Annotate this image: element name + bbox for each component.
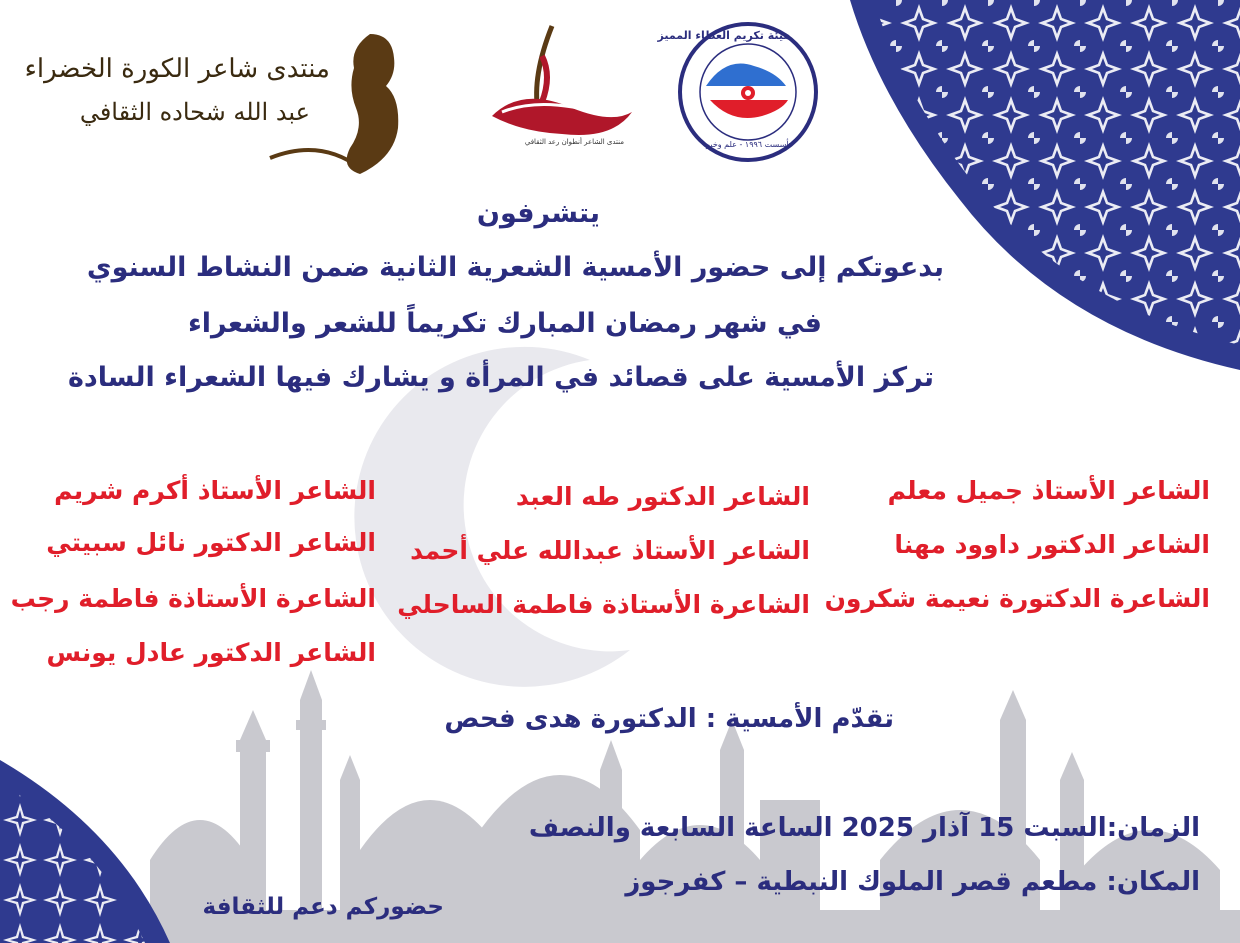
poet-middle-1: الشاعر الدكتور طه العبد	[515, 482, 810, 511]
poet-right-1: الشاعر الأستاذ جميل معلم	[887, 476, 1210, 505]
event-time: الزمان:السبت 15 آذار 2025 الساعة السابعة والنصف	[528, 813, 1200, 843]
invitation-line-1: يتشرفون	[476, 198, 600, 229]
seal-ring-text: هيئة تكريم العطاء المميز	[657, 29, 791, 42]
org-seal-logo	[657, 20, 821, 165]
poet-right-3: الشاعرة الدكتورة نعيمة شكرون	[824, 584, 1210, 613]
poet-left-4: الشاعر الدكتور عادل يونس	[46, 638, 376, 667]
poet-left-3: الشاعرة الأستاذة فاطمة رجب	[10, 584, 376, 613]
poet-right-2: الشاعر الدكتور داوود مهنا	[894, 530, 1210, 559]
forum-logo	[24, 28, 450, 178]
forum-logo-line1: منتدى شاعر الكورة الخضراء	[24, 54, 330, 84]
invitation-line-4: تركز الأمسية على قصائد في المرأة و يشارك فيها الشعراء السادة	[67, 362, 934, 393]
middle-logo-caption: منتدى الشاعر أنطوان رعد الثقافي	[524, 138, 624, 146]
calligraphy-swash	[260, 128, 370, 178]
forum-logo-line2: عبد الله شحاده الثقافي	[79, 98, 310, 126]
poet-left-1: الشاعر الأستاذ أكرم شريم	[54, 476, 376, 505]
footer-slogan: حضوركم دعم للثقافة	[202, 894, 444, 920]
mosque-skyline-silhouette	[0, 660, 1240, 943]
poet-middle-3: الشاعرة الأستاذة فاطمة الساحلي	[397, 590, 810, 619]
presenter-line: تقدّم الأمسية : الدكتورة هدى فحص	[444, 704, 894, 734]
bottom-left-geometric-pattern	[0, 760, 170, 943]
invitation-line-2: بدعوتكم إلى حضور الأمسية الشعرية الثانية ضمن النشاط السنوي	[86, 252, 944, 283]
invitation-line-3: في شهر رمضان المبارك تكريماً للشعر والشعراء	[188, 308, 822, 339]
event-place: المكان: مطعم قصر الملوك النبطية – كفرجوز	[625, 867, 1200, 897]
middle-emblem-logo	[482, 16, 642, 166]
poet-left-2: الشاعر الدكتور نائل سبيتي	[46, 528, 376, 557]
top-right-geometric-pattern	[850, 0, 1240, 370]
poet-middle-2: الشاعر الأستاذ عبدالله علي أحمد	[410, 536, 810, 565]
seal-bottom-text: تأسست ١٩٩٦ - علم وخبر	[706, 140, 791, 149]
